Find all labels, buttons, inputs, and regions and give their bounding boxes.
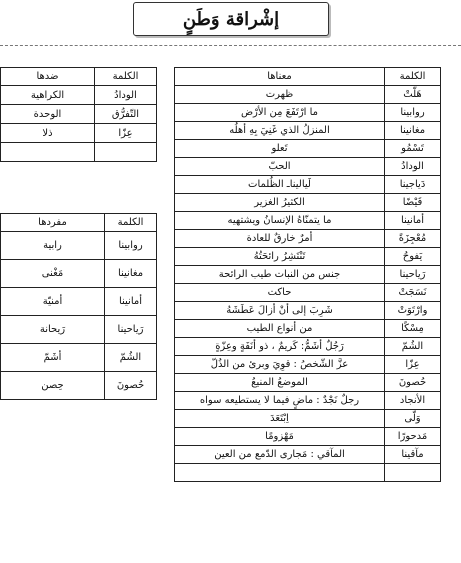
table-row <box>175 446 441 464</box>
word-cell: مِسْكًا <box>385 320 441 338</box>
meaning-cell: المآقي : مَجارى الدّمع من العين <box>175 446 385 464</box>
table-row <box>175 212 441 230</box>
word-cell: وارْتَوَتْ <box>385 302 441 320</box>
meaning-cell: ظهرت <box>175 86 385 104</box>
table-row <box>1 86 157 105</box>
meaning-cell: عزَّ الشّخصُ : قوِيَ وبرئ من الذُلّ <box>175 356 385 374</box>
table-row <box>1 260 157 288</box>
meaning-cell: حاكت <box>175 284 385 302</box>
table-row <box>175 194 441 212</box>
header-divider <box>0 45 461 46</box>
table-row <box>1 316 157 344</box>
table-row <box>175 320 441 338</box>
table-row <box>1 105 157 124</box>
meaning-cell: تَنْتَشِرُ رائحَتُهُ <box>175 248 385 266</box>
table-row <box>175 464 441 482</box>
header-singular: مفردها <box>1 214 105 232</box>
word-cell: يَفوحُ <box>385 248 441 266</box>
table-row <box>175 176 441 194</box>
word-cell: أمانينا <box>385 212 441 230</box>
table-row <box>175 410 441 428</box>
meaning-cell: أمرٌ خارقٌ للعادة <box>175 230 385 248</box>
meaning-cell: ما يتمنّاهُ الإنسانُ ويشتهيه <box>175 212 385 230</box>
word-cell: رَياحينا <box>105 316 157 344</box>
word-cell: مَدحورًا <box>385 428 441 446</box>
word-cell: روابينا <box>385 104 441 122</box>
word-cell: روابينا <box>105 232 157 260</box>
header-word: الكلمة <box>385 68 441 86</box>
table-row <box>175 392 441 410</box>
table-row <box>1 232 157 260</box>
word-cell: حُصونَ <box>385 374 441 392</box>
singular-cell: رَيحانة <box>1 316 105 344</box>
word-cell: مآقينا <box>385 446 441 464</box>
meaning-cell: ما ارْتَفَعَ مِن الأرْض <box>175 104 385 122</box>
opposite-cell: الكراهية <box>1 86 95 105</box>
table-row <box>175 266 441 284</box>
meanings-table <box>174 67 441 482</box>
meaning-cell <box>175 464 385 482</box>
table-row <box>175 338 441 356</box>
table-row <box>175 158 441 176</box>
header-opposite: ضدها <box>1 68 95 86</box>
word-cell: دَياجينا <box>385 176 441 194</box>
table-row <box>175 428 441 446</box>
meaning-cell: شَرِبَ إلى أنْ أزالَ عَطَشَهُ <box>175 302 385 320</box>
meaning-cell: المنزلُ الذي غَنِيَ بِهِ أهلُه <box>175 122 385 140</box>
table-row <box>1 124 157 143</box>
word-cell: تَسْمُو <box>385 140 441 158</box>
header-meaning: معناها <box>175 68 385 86</box>
singular-cell: رابية <box>1 232 105 260</box>
table-row <box>1 372 157 400</box>
meaning-cell: لَياليناـ الظُلمات <box>175 176 385 194</box>
table-row <box>175 248 441 266</box>
word-cell: الودادُ <box>385 158 441 176</box>
singular-cell: أمنيّة <box>1 288 105 316</box>
word-cell: عِزّا <box>385 356 441 374</box>
table-row <box>175 284 441 302</box>
table-row <box>1 143 157 162</box>
lesson-title: إشْراقة وَطَنٍ <box>133 2 329 36</box>
word-cell: مغانينا <box>385 122 441 140</box>
meaning-cell: من أنواع الطيب <box>175 320 385 338</box>
word-cell: رَياحينا <box>385 266 441 284</box>
table-header-row <box>1 68 157 86</box>
word-cell: الودادُ <box>95 86 157 105</box>
word-cell: حُصونَ <box>105 372 157 400</box>
table-row <box>175 86 441 104</box>
word-cell: مُعْجِزَةً <box>385 230 441 248</box>
meaning-cell: اِبْتَعَدَ <box>175 410 385 428</box>
meaning-cell: الكثيرُ الغزير <box>175 194 385 212</box>
table-header-row <box>1 214 157 232</box>
word-cell: وَلّى <box>385 410 441 428</box>
table-row <box>1 344 157 372</box>
word-cell <box>95 143 157 162</box>
word-cell: أمانينا <box>105 288 157 316</box>
table-header-row <box>175 68 441 86</box>
word-cell <box>385 464 441 482</box>
singular-cell: مَغْنى <box>1 260 105 288</box>
meaning-cell: مَهْزومًا <box>175 428 385 446</box>
singulars-table <box>0 213 157 400</box>
table-row <box>175 230 441 248</box>
word-cell: نَسَجَتْ <box>385 284 441 302</box>
meaning-cell: الموضعُ المنيعُ <box>175 374 385 392</box>
header-word: الكلمة <box>105 214 157 232</box>
word-cell: مغانينا <box>105 260 157 288</box>
table-row <box>175 122 441 140</box>
opposite-cell <box>1 143 95 162</box>
word-cell: هَلّتْ <box>385 86 441 104</box>
meaning-cell: رجلٌ نَجْدٌ : ماضٍ فيما لا يستطيعه سواه <box>175 392 385 410</box>
word-cell: الشُمّ <box>385 338 441 356</box>
table-row <box>175 374 441 392</box>
table-row <box>1 288 157 316</box>
word-cell: الأنجاد <box>385 392 441 410</box>
table-row <box>175 104 441 122</box>
word-cell: فَيْضًا <box>385 194 441 212</box>
word-cell: عِزّا <box>95 124 157 143</box>
singular-cell: أشَمّ <box>1 344 105 372</box>
opposite-cell: ذلا <box>1 124 95 143</box>
table-row <box>175 356 441 374</box>
opposite-cell: الوحدة <box>1 105 95 124</box>
table-row <box>175 302 441 320</box>
meaning-cell: رَجُلٌ أشَمُّ: كَريمٌ ، ذو أنَفَةٍ وعِزّةٍ <box>175 338 385 356</box>
header-word: الكلمة <box>95 68 157 86</box>
meaning-cell: جنس من النبات طيب الرائحة <box>175 266 385 284</box>
word-cell: التّفرُّق <box>95 105 157 124</box>
singular-cell: حِصن <box>1 372 105 400</box>
opposites-table <box>0 67 157 162</box>
meaning-cell: تَعلو <box>175 140 385 158</box>
meaning-cell: الحبّ <box>175 158 385 176</box>
table-row <box>175 140 441 158</box>
word-cell: الشُمّ <box>105 344 157 372</box>
